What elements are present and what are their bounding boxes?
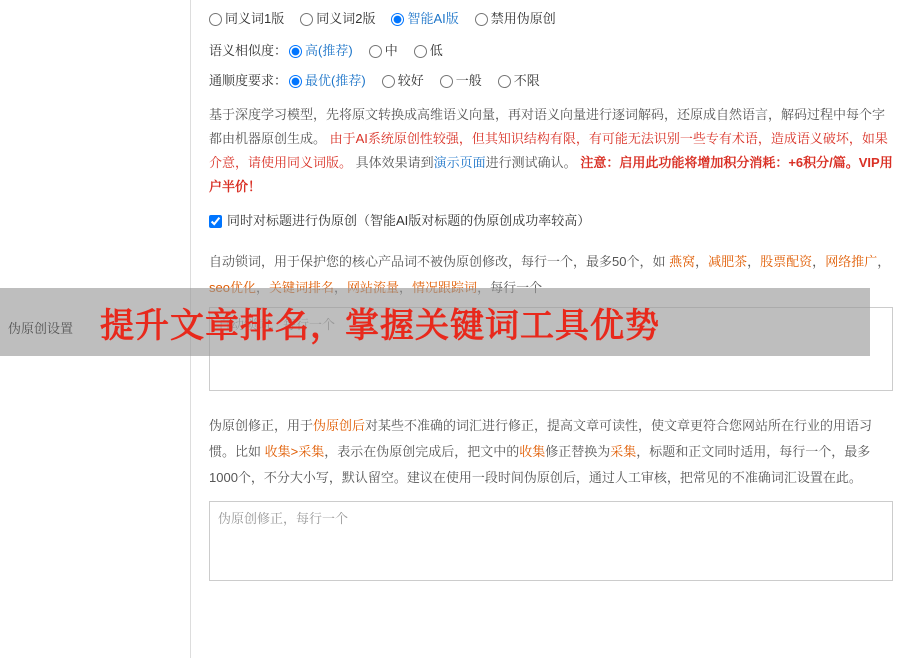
correction-line2a: ，表示在伪原创完成后，把文中的 [324,444,520,459]
correction-line1b: 对某些不准确的词汇进行修正，提高文章可读性，使文章更符合您网站所在行业的用语习惯。比如 [209,418,873,459]
correction-textarea[interactable] [209,501,893,581]
correction-keyword-to: 采集 [610,444,637,459]
mode-option-synonym2[interactable] [300,9,375,29]
similarity-option-medium[interactable] [369,41,398,61]
mode-label-ai: 智能AI版 [407,11,459,26]
mode-label-disabled: 禁用伪原创 [490,11,556,26]
fluency-option-normal[interactable] [440,71,482,91]
fluency-row [209,71,893,91]
mode-label-synonym2: 同义词2版 [316,11,376,26]
correction-after-label: 伪原创后 [313,418,366,433]
mode-label-synonym1: 同义词1版 [225,11,285,26]
similarity-row [209,41,893,61]
desc-part4: 进行测试确认。 [485,155,577,170]
fluency-label-good: 较好 [397,73,424,88]
desc-part3: 具体效果请到 [355,155,434,170]
fluency-radio-normal[interactable] [440,75,453,88]
ai-description [209,103,893,199]
similarity-label-high: 高(推荐) [305,43,353,58]
similarity-label: 语义相似度： [209,43,288,58]
title-rewrite-label: 同时对标题进行伪原创（智能AI版对标题的伪原创成功率较高） [227,213,591,228]
mode-radio-disabled[interactable] [475,13,488,26]
demo-page-link[interactable]: 演示页面 [433,155,486,170]
lock-example-3: 股票配资 [760,254,813,269]
correction-line2b: 修正替换为 [545,444,611,459]
promo-banner-text: 提升文章排名，掌握关键词工具优势 [100,306,660,345]
fluency-label-normal: 一般 [455,73,482,88]
lock-desc-prefix: 自动锁词，用于保护您的核心产品词不被伪原创修改，每行一个，最多50个，如 [209,254,666,269]
lock-example-2: 减肥茶 [708,254,748,269]
correction-line1a: 伪原创修正，用于 [209,418,314,433]
fluency-label: 通顺度要求： [209,73,288,88]
similarity-option-low[interactable] [414,41,443,61]
similarity-label-low: 低 [429,43,443,58]
desc-credit-notice: 注意：启用此功能将增加积分消耗：+6积分/篇。VIP用户半价！ [209,155,893,194]
fluency-label-unlimited: 不限 [513,73,540,88]
title-rewrite-checkbox[interactable] [209,215,222,228]
promo-banner-overlay [0,288,870,356]
lock-words-description: 自动锁词，用于保护您的核心产品词不被伪原创修改，每行一个，最多50个，如 燕窝，减肥茶，股票配资，网络推广， [209,249,893,301]
mode-radio-synonym1[interactable] [209,13,222,26]
mode-radio-synonym2[interactable] [300,13,313,26]
correction-description [209,413,893,491]
similarity-radio-high[interactable] [289,45,302,58]
lock-example-1: 燕窝 [669,254,696,269]
correction-keyword-from: 收集 [519,444,546,459]
mode-option-ai[interactable] [391,9,458,29]
mode-option-synonym1[interactable] [209,9,284,29]
similarity-label-medium: 中 [384,43,398,58]
fluency-radio-good[interactable] [382,75,395,88]
fluency-radio-best[interactable] [289,75,302,88]
mode-option-disabled[interactable] [475,9,556,29]
lock-example-4: 网络推广 [825,254,878,269]
correction-example: 收集>采集 [264,444,325,459]
desc-part1: 基于深度学习模型，先将原文转换成高维语义向量，再对语义向量进行逐词解码，还原成自然语言，解码过程中每个字都由机器原创生成。 [209,107,886,146]
mode-radio-group [209,0,893,31]
fluency-label-best: 最优(推荐) [305,73,366,88]
correction-line2c: ，标题和正文同时适用，每行一个，最多1000个，不分大小写，默认留空。建议在使用一段时间伪原创后，通过人工审核，把常见的不准确词汇设置在此。 [209,444,871,485]
fluency-radio-unlimited[interactable] [498,75,511,88]
similarity-radio-low[interactable] [414,45,427,58]
mode-radio-ai[interactable] [391,13,404,26]
similarity-radio-medium[interactable] [369,45,382,58]
sidebar-item-rewrite-settings[interactable]: 伪原创设置 [8,321,74,336]
desc-warning: 由于AI系统原创性较强，但其知识结构有限，有可能无法识别一些专有术语，造成语义破坏，如果介意，请使用同义词版。 [209,131,888,170]
fluency-option-good[interactable] [382,71,424,91]
fluency-option-unlimited[interactable] [498,71,540,91]
similarity-option-high[interactable] [289,41,353,61]
fluency-option-best[interactable] [289,71,366,91]
title-rewrite-row[interactable] [209,211,893,231]
